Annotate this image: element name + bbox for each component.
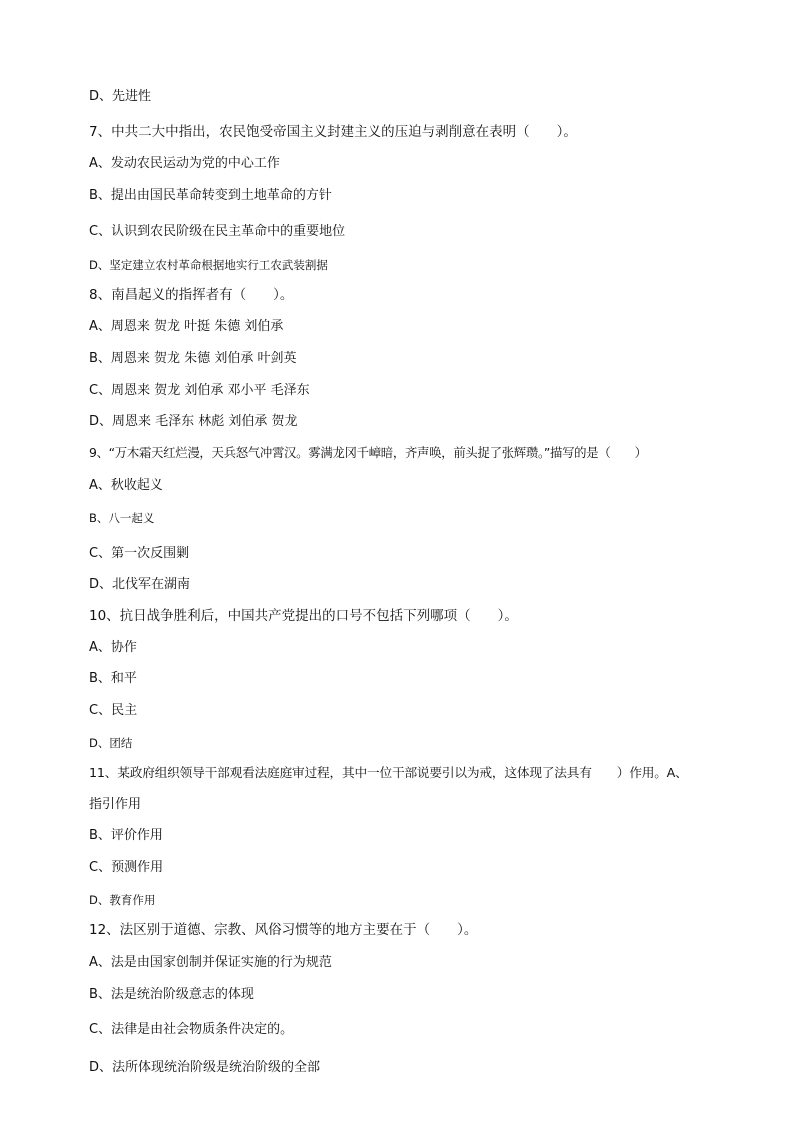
option-b-q8: B、周恩来 贺龙 朱德 刘伯承 叶剑英 <box>89 351 297 366</box>
question-11: 11、某政府组织领导干部观看法庭庭审过程，其中一位干部说要引以为戒，这体现了法具有 ）作用。A、 <box>89 765 688 780</box>
option-d-q6: D、先进性 <box>89 89 152 104</box>
question-7: 7、中共二大中指出，农民饱受帝国主义封建主义的压迫与剥削意在表明（ ）。 <box>89 124 577 140</box>
option-a-q11-continued: 指引作用 <box>89 797 142 812</box>
option-c-q7: C、认识到农民阶级在民主革命中的重要地位 <box>89 224 346 239</box>
option-a-q7: A、发动农民运动为党的中心工作 <box>89 156 280 171</box>
option-b-q10: B、和平 <box>89 671 137 686</box>
option-c-q11: C、预测作用 <box>89 860 164 875</box>
option-d-q10: D、团结 <box>89 736 133 750</box>
option-a-q9: A、秋收起义 <box>89 478 163 493</box>
option-a-q8: A、周恩来 贺龙 叶挺 朱德 刘伯承 <box>89 319 284 334</box>
option-a-q10: A、协作 <box>89 640 137 655</box>
option-d-q11: D、教育作用 <box>89 893 156 907</box>
option-d-q8: D、周恩来 毛泽东 林彪 刘伯承 贺龙 <box>89 414 298 429</box>
option-c-q8: C、周恩来 贺龙 刘伯承 邓小平 毛泽东 <box>89 383 310 398</box>
question-9: 9、“万木霜天红烂漫，天兵怒气冲霄汉。雾满龙冈千嶂暗，齐声唤，前头捉了张辉瓒。”描写的是（ ） <box>89 445 647 460</box>
question-10: 10、抗日战争胜利后，中国共产党提出的口号不包括下列哪项（ ）。 <box>89 608 518 624</box>
option-c-q12: C、法律是由社会物质条件决定的。 <box>89 1022 294 1037</box>
option-b-q12: B、法是统治阶级意志的体现 <box>89 987 254 1002</box>
option-d-q9: D、北伐军在湖南 <box>89 577 191 592</box>
question-12: 12、法区别于道德、宗教、风俗习惯等的地方主要在于（ ）。 <box>89 922 478 938</box>
option-b-q9: B、八一起义 <box>89 511 155 525</box>
option-c-q10: C、民主 <box>89 703 138 718</box>
option-a-q12: A、法是由国家创制并保证实施的行为规范 <box>89 955 332 970</box>
option-d-q12: D、法所体现统治阶级是统治阶级的全部 <box>89 1060 321 1075</box>
option-b-q7: B、提出由国民革命转变到土地革命的方针 <box>89 188 332 203</box>
option-d-q7: D、坚定建立农村革命根据地实行工农武装割据 <box>89 258 328 272</box>
option-b-q11: B、评价作用 <box>89 828 163 843</box>
question-8: 8、南昌起义的指挥者有（ ）。 <box>89 287 294 303</box>
option-c-q9: C、第一次反围剿 <box>89 546 190 561</box>
